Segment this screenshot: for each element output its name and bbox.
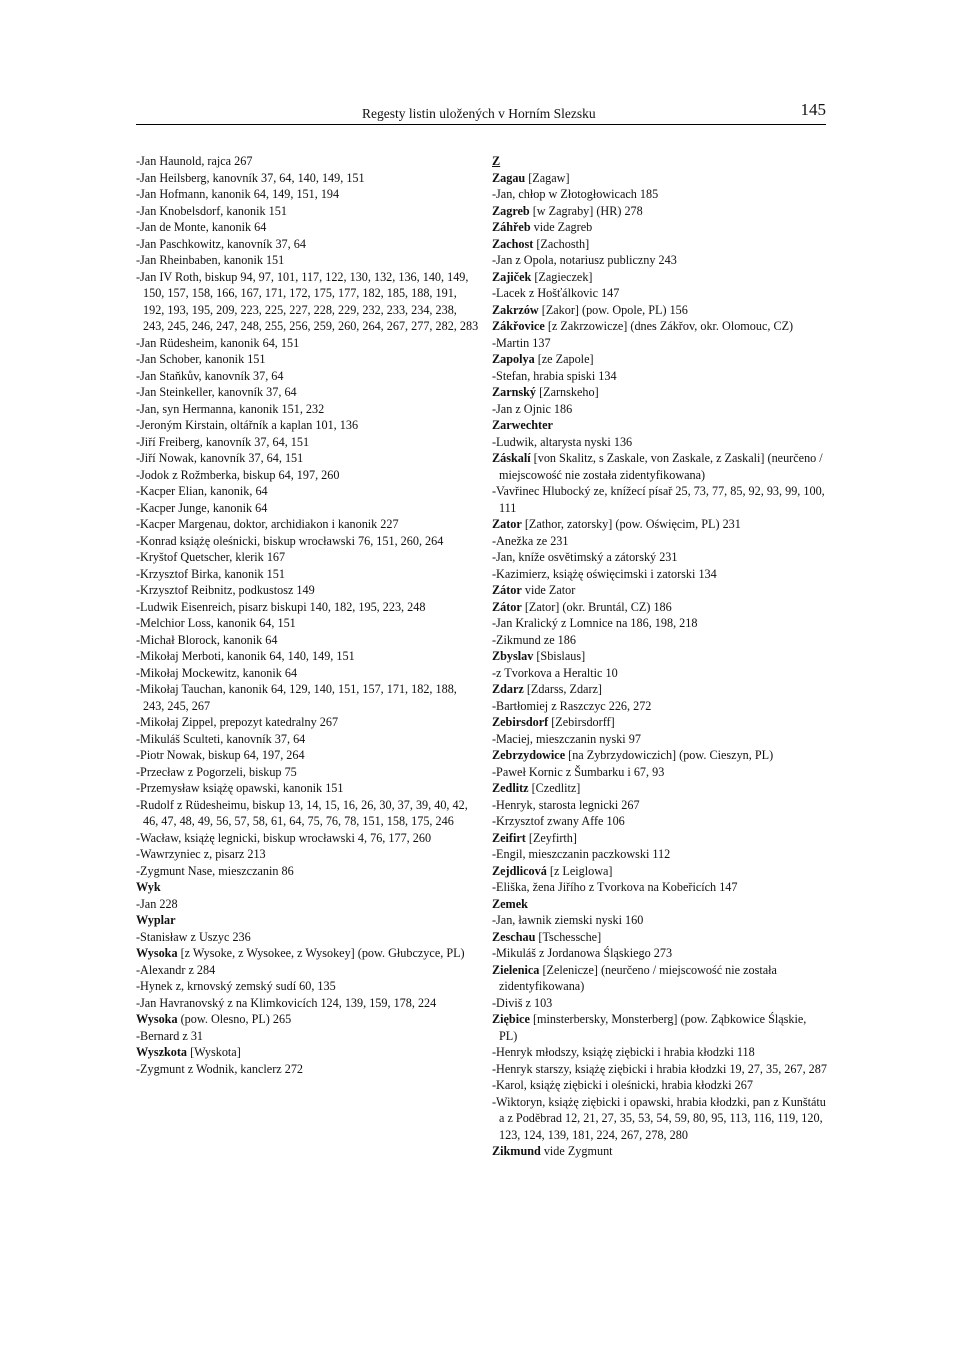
index-headword: Zbyslav xyxy=(492,649,534,663)
index-subentry: -Karol, książę ziębicki i oleśnicki, hrabia kłodzki 267 xyxy=(492,1078,753,1092)
index-headword: Zapolya xyxy=(492,352,535,366)
index-headword-entry xyxy=(492,170,827,187)
index-subentry: -Jan Haunold, rajca 267 xyxy=(136,154,253,168)
index-headword: Wyszkota xyxy=(136,1045,188,1059)
index-headword-detail: [z Zakrzowicze] (dnes Zákřov, okr. Olomouc, CZ) xyxy=(544,319,794,333)
index-subentry: -Mikołaj Zippel, prepozyt katedralny 267 xyxy=(136,715,339,729)
index-subentry: -Kacper Elian, kanonik, 64 xyxy=(136,484,268,498)
index-subentry: -Kryštof Quetscher, klerik 167 xyxy=(136,550,286,564)
index-subentry: -Melchior Loss, kanonik 64, 151 xyxy=(136,616,296,630)
index-subentry: -Stefan, hrabia spiski 134 xyxy=(492,368,617,383)
index-subentry: -Zikmund ze 186 xyxy=(492,632,576,647)
index-headword-detail: vide Zator xyxy=(521,583,576,597)
index-subentry: -Jan Knobelsdorf, kanonik 151 xyxy=(136,203,287,218)
index-headword-detail: [ze Zapole] xyxy=(534,352,594,366)
index-headword-detail: [Czedlitz] xyxy=(528,781,581,795)
index-headword: Zajiček xyxy=(492,269,532,284)
index-headword: Zemek xyxy=(492,896,528,911)
index-subentry: -Jan Kralický z Lomnice na 186, 198, 218 xyxy=(492,616,698,630)
index-subentry: -Jan Schober, kanonik 151 xyxy=(136,352,266,366)
index-headword-detail: vide Zagreb xyxy=(530,220,593,234)
index-subentry: -Kacper Margenau, doktor, archidiakon i kanonik 227 xyxy=(136,517,399,531)
index-headword-entry xyxy=(492,236,827,253)
index-headword-entry xyxy=(492,648,827,665)
running-header xyxy=(136,96,826,125)
index-headword: Zebrzydowice xyxy=(492,748,566,762)
index-headword-detail: (pow. Olesno, PL) 265 xyxy=(177,1012,292,1026)
index-headword-detail: [z Wysoke, z Wysokee, z Wysokey] (pow. Głubczyce, PL) xyxy=(177,946,465,960)
index-subentry: -Ludwik, altarysta nyski 136 xyxy=(492,434,633,449)
index-headword-detail: [minsterbersky, Monsterberg] (pow. Ząbkowice Śląskie, PL) xyxy=(499,1012,807,1043)
index-headword-entry xyxy=(492,681,827,698)
index-subentry: -Engil, mieszczanin paczkowski 112 xyxy=(492,847,671,861)
index-headword-detail: [von Skalitz, s Zaskale, von Zaskale, z Zaskali] (neurčeno / miejscowość nie została zidentyfikowana) xyxy=(499,451,823,482)
section-letter-text: Z xyxy=(492,154,501,168)
index-subentry: -Maciej, mieszczanin nyski 97 xyxy=(492,731,641,746)
index-subentry: -Anežka ze 231 xyxy=(492,533,569,548)
index-headword-entry xyxy=(136,945,481,962)
index-headword: Zebirsdorf xyxy=(492,715,549,729)
index-headword: Zeifirt xyxy=(492,830,526,845)
index-headword-entry xyxy=(492,450,827,483)
index-headword-entry xyxy=(492,302,827,319)
index-headword: Zarnský xyxy=(492,385,537,399)
index-headword: Zator xyxy=(492,517,522,531)
index-headword: Zátor xyxy=(492,583,522,597)
index-headword-entry xyxy=(492,599,827,616)
index-subentry: -Kazimierz, książę oświęcimski i zatorski 134 xyxy=(492,566,717,581)
index-headword: Zagau xyxy=(492,170,526,185)
index-subentry: -Przecław z Pogorzeli, biskup 75 xyxy=(136,764,297,779)
index-subentry: -Jan Staňkův, kanovník 37, 64 xyxy=(136,368,284,383)
index-subentry: -Konrad książę oleśnicki, biskup wrocławski 76, 151, 260, 264 xyxy=(136,533,444,548)
index-subentry: -Przemysław książę opawski, kanonik 151 xyxy=(136,781,344,795)
index-headword-entry xyxy=(492,896,827,913)
index-headword-entry xyxy=(136,912,481,929)
index-subentry: -Stanisław z Uszyc 236 xyxy=(136,929,251,944)
index-column-left xyxy=(136,153,481,1077)
index-headword-entry xyxy=(492,516,827,533)
index-headword: Zejdlicová xyxy=(492,863,547,878)
index-headword: Ziębice xyxy=(492,1012,530,1026)
index-subentry: -z Tvorkova a Heraltic 10 xyxy=(492,665,618,680)
index-headword-detail: [Zagaw] xyxy=(525,170,570,185)
index-subentry: -Krzysztof Birka, kanonik 151 xyxy=(136,566,285,581)
index-headword-detail: [Wyskota] xyxy=(187,1045,241,1059)
index-subentry: -Jan Heilsberg, kanovník 37, 64, 140, 149, 151 xyxy=(136,170,365,185)
index-subentry: -Wiktoryn, książę ziębicki i opawski, hrabia kłodzki, pan z Kunštátu a z Poděbrad 12, 21, 27, 35, 53, 54, 59, 80, 95, 113, 116, 119, 120, 123, 124, 139, 181, 224, 267, 278, 280 xyxy=(492,1094,826,1142)
index-subentry: -Jan z Opola, notariusz publiczny 243 xyxy=(492,253,677,267)
index-headword-detail: [Tschessche] xyxy=(535,929,602,944)
index-subentry: -Jodok z Rožmberka, biskup 64, 197, 260 xyxy=(136,467,340,482)
header-title: Regesty listin uložených v Horním Slezsku xyxy=(362,106,596,121)
index-headword-entry xyxy=(492,1143,827,1160)
index-headword-entry xyxy=(492,219,827,236)
index-headword-detail: vide Zygmunt xyxy=(540,1144,613,1158)
index-subentry: -Jan z Ojnic 186 xyxy=(492,401,573,416)
index-subentry: -Jan 228 xyxy=(136,896,178,911)
index-subentry: -Mikuláš z Jordanowa Śląskiego 273 xyxy=(492,946,673,960)
index-subentry: -Mikołaj Mockewitz, kanonik 64 xyxy=(136,665,298,680)
index-headword-entry xyxy=(492,747,827,764)
index-subentry: -Jan, chłop w Złotogłowicach 185 xyxy=(492,187,659,201)
index-headword-detail: [Zdarss, Zdarz] xyxy=(523,682,602,696)
index-headword-entry xyxy=(492,929,827,946)
index-headword: Zakrzów xyxy=(492,302,539,317)
index-subentry: -Paweł Kornic z Šumbarku i 67, 93 xyxy=(492,764,665,779)
index-subentry: -Jan Rüdesheim, kanonik 64, 151 xyxy=(136,335,300,350)
index-headword: Zagreb xyxy=(492,203,530,218)
index-subentry: -Jan IV Roth, biskup 94, 97, 101, 117, 122, 130, 132, 136, 140, 149, 150, 157, 158, 166, 167, 171, 172, 175, 177, 182, 185, 188, 191, 192, 193, 195, 209, 223, 225, 227, 228, 229, 232, 233, 234, 238, 243, 245, 246, 247, 248, 255, 256, 259, 260, 264, 267, 277, 282, 283 xyxy=(136,269,479,333)
index-subentry: -Wawrzyniec z, pisarz 213 xyxy=(136,847,266,861)
index-headword-entry xyxy=(492,1011,827,1044)
index-headword-detail: [Zagieczek] xyxy=(531,269,593,284)
index-headword: Záhřeb xyxy=(492,220,531,234)
index-headword-entry xyxy=(492,962,827,995)
index-subentry: -Mikołaj Merboti, kanonik 64, 140, 149, 151 xyxy=(136,649,355,663)
index-headword-entry xyxy=(492,780,827,797)
index-subentry: -Michał Blorock, kanonik 64 xyxy=(136,632,278,647)
index-subentry: -Jan Steinkeller, kanovník 37, 64 xyxy=(136,385,297,399)
index-headword-detail: [Zathor, zatorsky] (pow. Oświęcim, PL) 231 xyxy=(521,517,741,531)
index-headword-entry xyxy=(492,714,827,731)
index-headword: Zachost xyxy=(492,236,534,251)
index-headword: Zikmund xyxy=(492,1144,541,1158)
page-number: 145 xyxy=(800,100,826,119)
index-subentry: -Jan de Monte, kanonik 64 xyxy=(136,220,267,234)
index-headword-entry xyxy=(136,1011,481,1028)
index-headword-entry xyxy=(492,830,827,847)
index-subentry: -Jan Paschkowitz, kanovník 37, 64 xyxy=(136,236,306,251)
index-subentry: -Jiří Nowak, kanovník 37, 64, 151 xyxy=(136,451,304,465)
index-headword: Wyplar xyxy=(136,913,176,927)
index-subentry: -Vavřinec Hlubocký ze, knížecí písař 25, 73, 77, 85, 92, 93, 99, 100, 111 xyxy=(492,484,825,515)
index-subentry: -Kacper Junge, kanonik 64 xyxy=(136,500,268,515)
index-headword: Záskalí xyxy=(492,451,531,465)
index-subentry: -Krzysztof Reibnitz, podkustosz 149 xyxy=(136,583,315,597)
index-headword-entry xyxy=(136,1044,481,1061)
index-headword-entry xyxy=(136,879,481,896)
index-subentry: -Henryk młodszy, książę ziębicki i hrabia kłodzki 118 xyxy=(492,1045,755,1059)
index-headword-detail: [na Zybrzydowiczich] (pow. Cieszyn, PL) xyxy=(565,748,774,762)
index-subentry: -Jan Hofmann, kanonik 64, 149, 151, 194 xyxy=(136,187,340,201)
index-headword-entry xyxy=(492,269,827,286)
index-headword-entry xyxy=(492,318,827,335)
index-subentry: -Jan, kníže osvětimský a zátorský 231 xyxy=(492,550,678,564)
index-subentry: -Wacław, książę legnicki, biskup wrocławski 4, 76, 177, 260 xyxy=(136,830,432,845)
index-subentry: -Zygmunt Nase, mieszczanin 86 xyxy=(136,863,294,878)
index-column-right xyxy=(492,153,827,1160)
index-headword-entry xyxy=(492,203,827,220)
index-headword-detail: [Sbislaus] xyxy=(533,649,586,663)
index-subentry: -Piotr Nowak, biskup 64, 197, 264 xyxy=(136,748,305,762)
index-headword-entry xyxy=(492,417,827,434)
index-subentry: -Zygmunt z Wodnik, kanclerz 272 xyxy=(136,1061,304,1076)
index-headword-detail: [Zachosth] xyxy=(533,236,590,251)
index-headword: Zátor xyxy=(492,599,522,614)
index-subentry: -Lacek z Hošťálkovic 147 xyxy=(492,286,620,300)
index-subentry: -Alexandr z 284 xyxy=(136,962,216,977)
index-headword: Zarwechter xyxy=(492,418,553,432)
index-subentry: -Jan, syn Hermanna, kanonik 151, 232 xyxy=(136,401,325,416)
index-subentry: -Martin 137 xyxy=(492,335,551,350)
index-headword-entry xyxy=(492,351,827,368)
index-subentry: -Bartłomiej z Raszczyc 226, 272 xyxy=(492,698,652,713)
index-subentry: -Henryk, starosta legnicki 267 xyxy=(492,797,640,812)
index-subentry: -Mikuláš Sculteti, kanovník 37, 64 xyxy=(136,731,306,746)
index-headword: Wysoka xyxy=(136,1012,178,1026)
index-subentry: -Krzysztof zwany Affe 106 xyxy=(492,814,625,828)
index-headword: Zedlitz xyxy=(492,781,529,795)
index-headword-entry xyxy=(492,582,827,599)
index-headword-detail: [Zeyfirth] xyxy=(525,830,577,845)
index-subentry: -Bernard z 31 xyxy=(136,1028,204,1043)
index-subentry: -Jan Havranovský z na Klimkovicích 124, 139, 159, 178, 224 xyxy=(136,995,437,1010)
index-subentry: -Jan Rheinbaben, kanonik 151 xyxy=(136,253,285,267)
index-subentry: -Diviš z 103 xyxy=(492,995,553,1010)
index-headword: Zielenica xyxy=(492,962,540,977)
index-headword-detail: [w Zagraby] (HR) 278 xyxy=(529,203,643,218)
index-subentry: -Hynek z, krnovský zemský sudí 60, 135 xyxy=(136,979,336,993)
index-headword: Wysoka xyxy=(136,946,178,960)
index-subentry: -Jeroným Kirstain, oltářník a kaplan 101, 136 xyxy=(136,418,359,432)
index-subentry: -Mikołaj Tauchan, kanonik 64, 129, 140, 151, 157, 171, 182, 188, 243, 245, 267 xyxy=(136,682,457,713)
index-subentry: -Eliška, žena Jiřího z Tvorkova na Kobeřicích 147 xyxy=(492,880,738,894)
index-headword-detail: [Zator] (okr. Bruntál, CZ) 186 xyxy=(521,599,672,614)
index-headword-detail: [Zarnskeho] xyxy=(536,385,599,399)
index-headword-detail: [Zelenicze] (neurčeno / miejscowość nie została zidentyfikowana) xyxy=(499,962,777,993)
index-subentry: -Rudolf z Rüdesheimu, biskup 13, 14, 15, 16, 26, 30, 37, 39, 40, 42, 46, 47, 48, 49, 56, 57, 58, 61, 64, 75, 76, 78, 151, 158, 175, 246 xyxy=(136,797,468,828)
index-headword-detail: [Zebirsdorff] xyxy=(548,715,615,729)
index-headword-entry xyxy=(492,384,827,401)
index-headword: Zeschau xyxy=(492,929,536,944)
index-headword: Wyk xyxy=(136,880,161,894)
section-letter xyxy=(492,153,827,170)
index-headword: Zákřovice xyxy=(492,319,545,333)
index-subentry: -Henryk starszy, książę ziębicki i hrabia kłodzki 19, 27, 35, 267, 287 xyxy=(492,1061,827,1076)
index-headword-detail: [z Leiglowa] xyxy=(546,863,613,878)
index-headword: Zdarz xyxy=(492,682,524,696)
index-subentry: -Jan, ławnik ziemski nyski 160 xyxy=(492,913,644,927)
index-headword-entry xyxy=(492,863,827,880)
index-headword-detail: [Zakor] (pow. Opole, PL) 156 xyxy=(538,302,688,317)
index-subentry: -Ludwik Eisenreich, pisarz biskupi 140, 182, 195, 223, 248 xyxy=(136,599,426,614)
index-subentry: -Jiří Freiberg, kanovník 37, 64, 151 xyxy=(136,434,310,449)
